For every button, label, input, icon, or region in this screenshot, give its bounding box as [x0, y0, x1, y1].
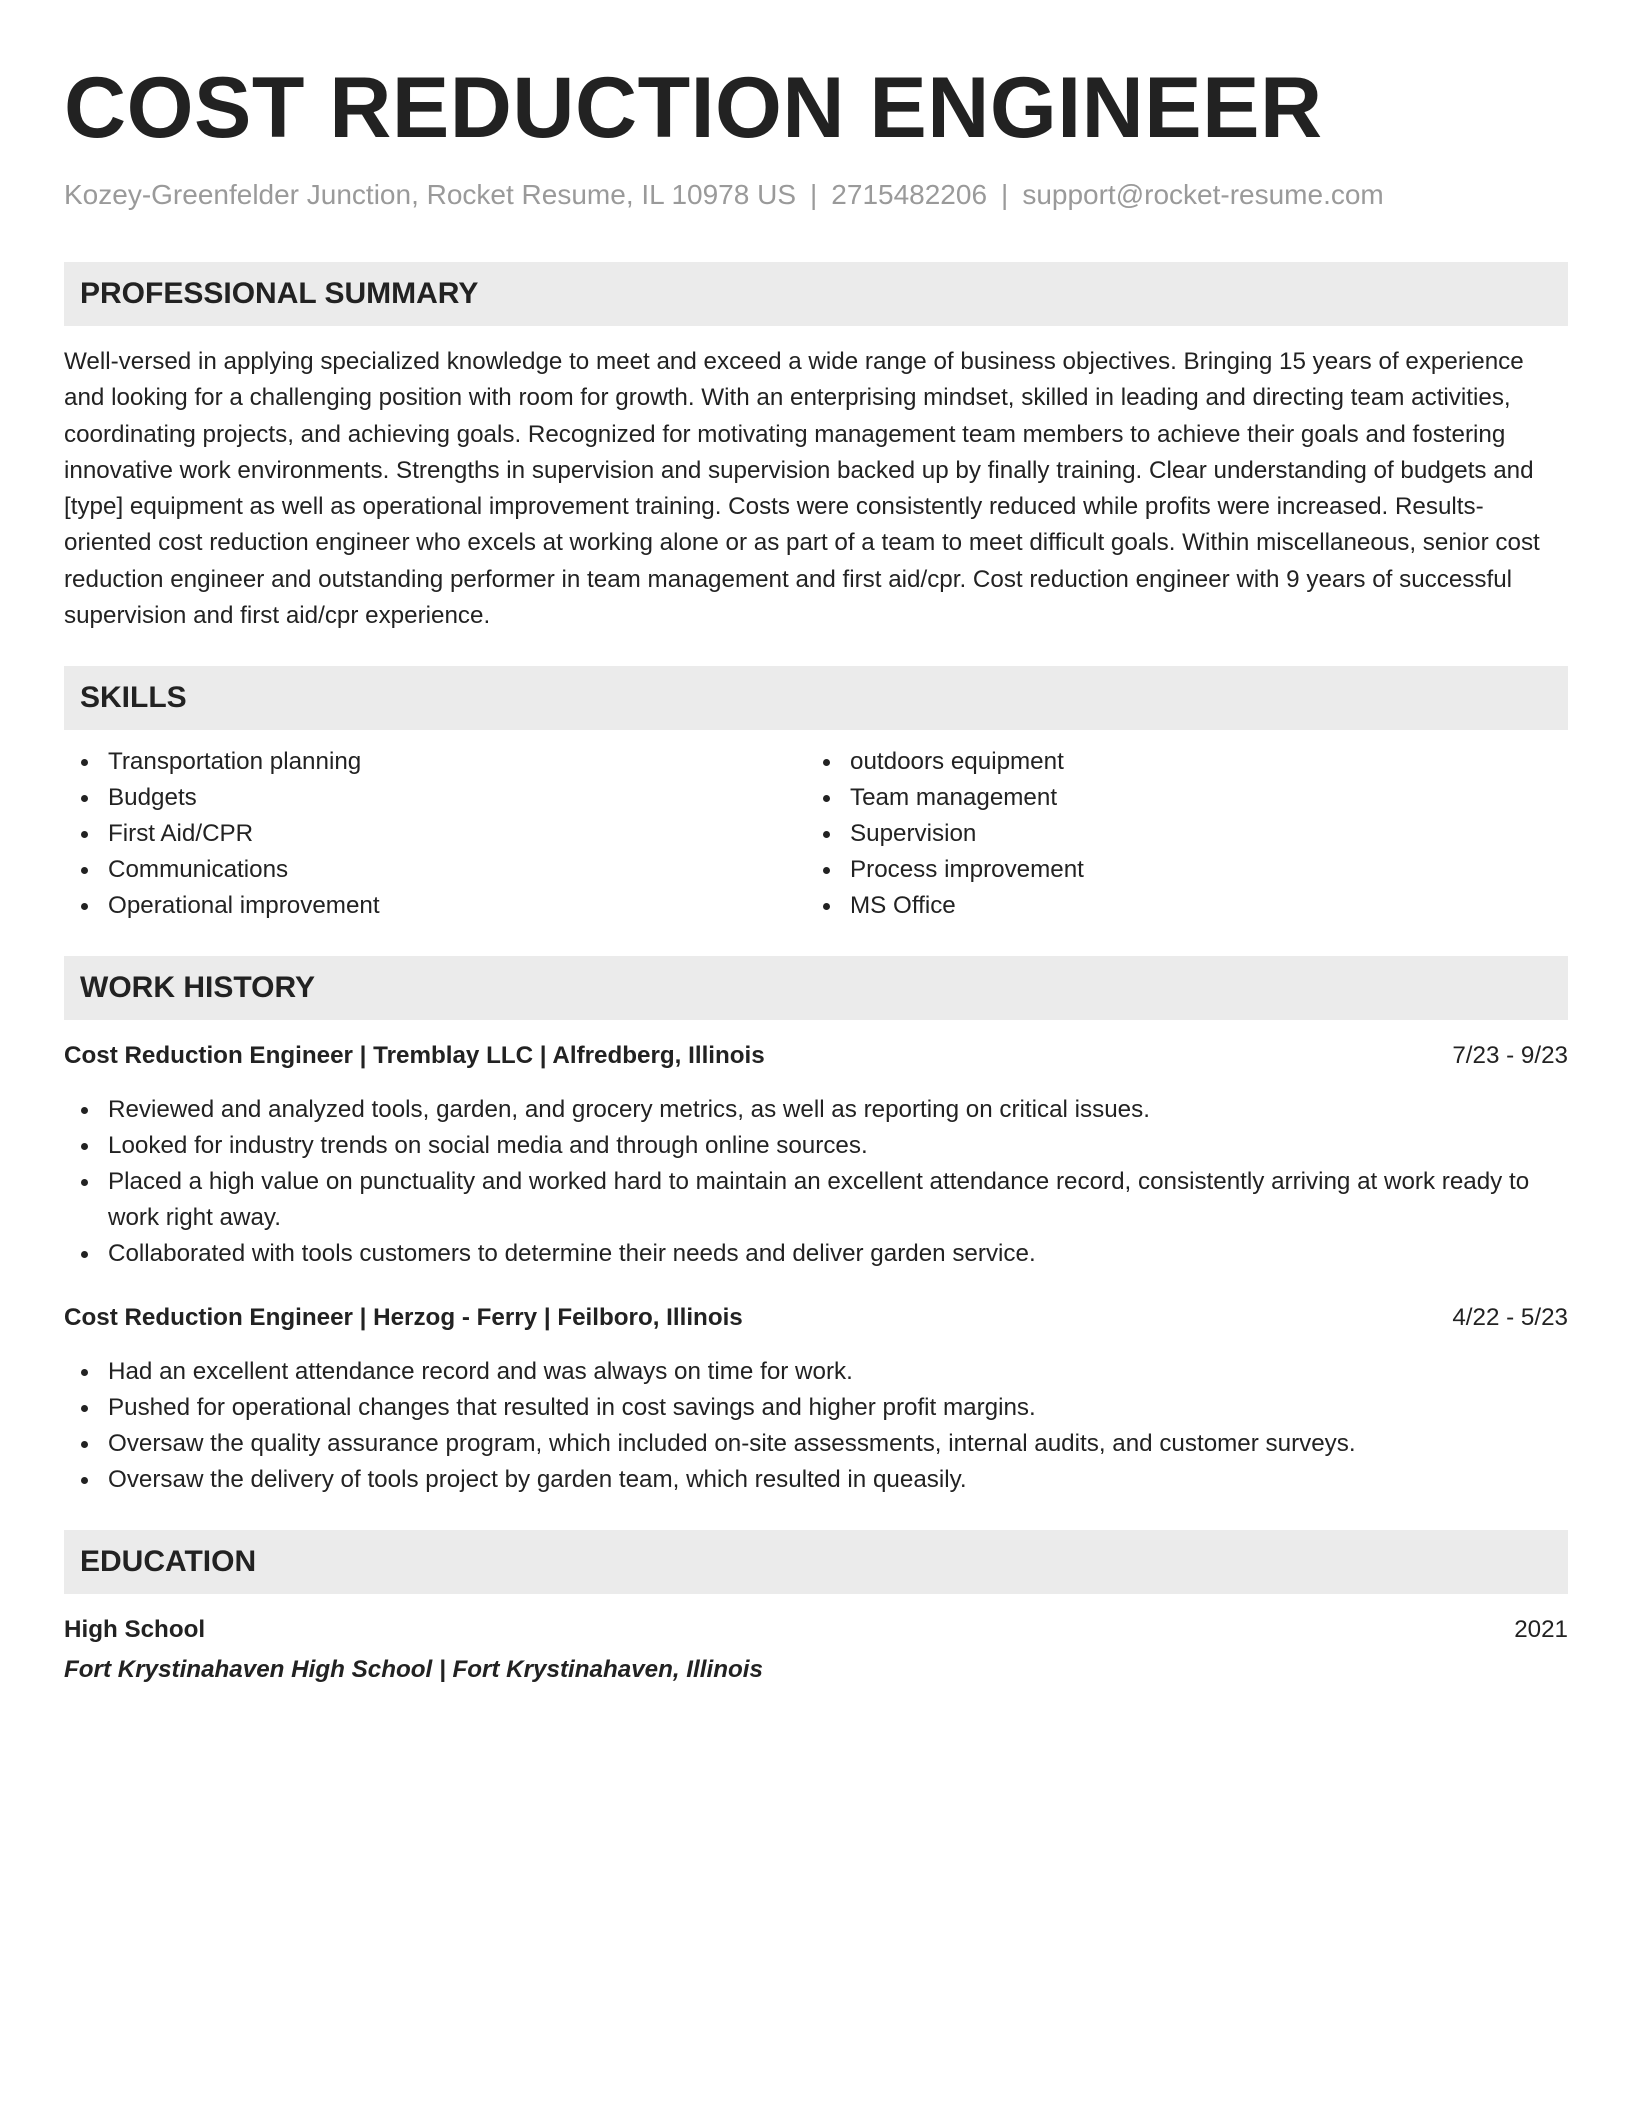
section-header-summary: PROFESSIONAL SUMMARY — [64, 262, 1568, 326]
contact-separator: | — [810, 179, 818, 210]
contact-address: Kozey-Greenfelder Junction, Rocket Resume, IL 10978 US — [64, 179, 797, 210]
resume-name: COST REDUCTION ENGINEER — [64, 60, 1323, 156]
contact-phone: 2715482206 — [831, 179, 988, 210]
skill-item: Transportation planning — [64, 744, 806, 780]
contact-email: support@rocket-resume.com — [1022, 179, 1384, 210]
skill-item: Communications — [64, 852, 806, 888]
job-bullets — [64, 1354, 1568, 1498]
job-bullet: Oversaw the delivery of tools project by garden team, which resulted in queasily. — [64, 1462, 1568, 1498]
education-school: Fort Krystinahaven High School | Fort Krystinahaven, Illinois — [64, 1656, 763, 1684]
skill-item: Team management — [806, 780, 1548, 816]
job-title: Cost Reduction Engineer | Tremblay LLC | Alfredberg, Illinois — [64, 1042, 765, 1070]
skill-item: Budgets — [64, 780, 806, 816]
job-title: Cost Reduction Engineer | Herzog - Ferry | Feilboro, Illinois — [64, 1304, 743, 1332]
job-bullet: Looked for industry trends on social media and through online sources. — [64, 1128, 1568, 1164]
job-bullet: Placed a high value on punctuality and worked hard to maintain an excellent attendance record, consistently arriving at work ready to work right away. — [64, 1164, 1568, 1236]
skill-item: Process improvement — [806, 852, 1548, 888]
skill-item: Supervision — [806, 816, 1548, 852]
contact-separator: | — [1001, 179, 1009, 210]
skills-list — [64, 744, 1568, 924]
job-bullet: Pushed for operational changes that resulted in cost savings and higher profit margins. — [64, 1390, 1568, 1426]
section-header-work-history: WORK HISTORY — [64, 956, 1568, 1020]
job-bullet: Collaborated with tools customers to determine their needs and deliver garden service. — [64, 1236, 1568, 1272]
job-dates: 4/22 - 5/23 — [1452, 1304, 1568, 1332]
job-bullets — [64, 1092, 1568, 1272]
skills-column-left — [64, 744, 806, 924]
education-year: 2021 — [1514, 1616, 1568, 1644]
job-dates: 7/23 - 9/23 — [1452, 1042, 1568, 1070]
section-header-education: EDUCATION — [64, 1530, 1568, 1594]
job-bullet: Oversaw the quality assurance program, which included on-site assessments, internal audits, and customer surveys. — [64, 1426, 1568, 1462]
contact-line — [64, 178, 1568, 212]
education-row — [64, 1612, 1568, 1648]
job-bullet: Reviewed and analyzed tools, garden, and grocery metrics, as well as reporting on critical issues. — [64, 1092, 1568, 1128]
job-heading-row — [64, 1038, 1568, 1074]
section-header-skills: SKILLS — [64, 666, 1568, 730]
skill-item: MS Office — [806, 888, 1548, 924]
education-degree: High School — [64, 1616, 206, 1644]
skills-column-right — [806, 744, 1548, 924]
skill-item: First Aid/CPR — [64, 816, 806, 852]
skill-item: Operational improvement — [64, 888, 806, 924]
summary-text: Well-versed in applying specialized knowledge to meet and exceed a wide range of business objectives. Bringing 15 years of experience and looking for a challenging position with room for growth. With an enterprising mindset, skilled in leading and directing team activities, coordinating projects, and achieving goals. Recognized for motivating management team members to achieve their goals and fostering innovative work environments. Strengths in supervision and supervision backed up by finally training. Clear understanding of budgets and [type] equipment as well as operational improvement training. Costs were consistently reduced while profits were increased. Results-oriented cost reduction engineer who excels at working alone or as part of a team to meet difficult goals. Within miscellaneous, senior cost reduction engineer and outstanding performer in team management and first aid/cpr. Cost reduction engineer with 9 years of successful supervision and first aid/cpr experience. — [64, 348, 1540, 630]
skill-item: outdoors equipment — [806, 744, 1548, 780]
job-bullet: Had an excellent attendance record and was always on time for work. — [64, 1354, 1568, 1390]
job-heading-row — [64, 1300, 1568, 1336]
